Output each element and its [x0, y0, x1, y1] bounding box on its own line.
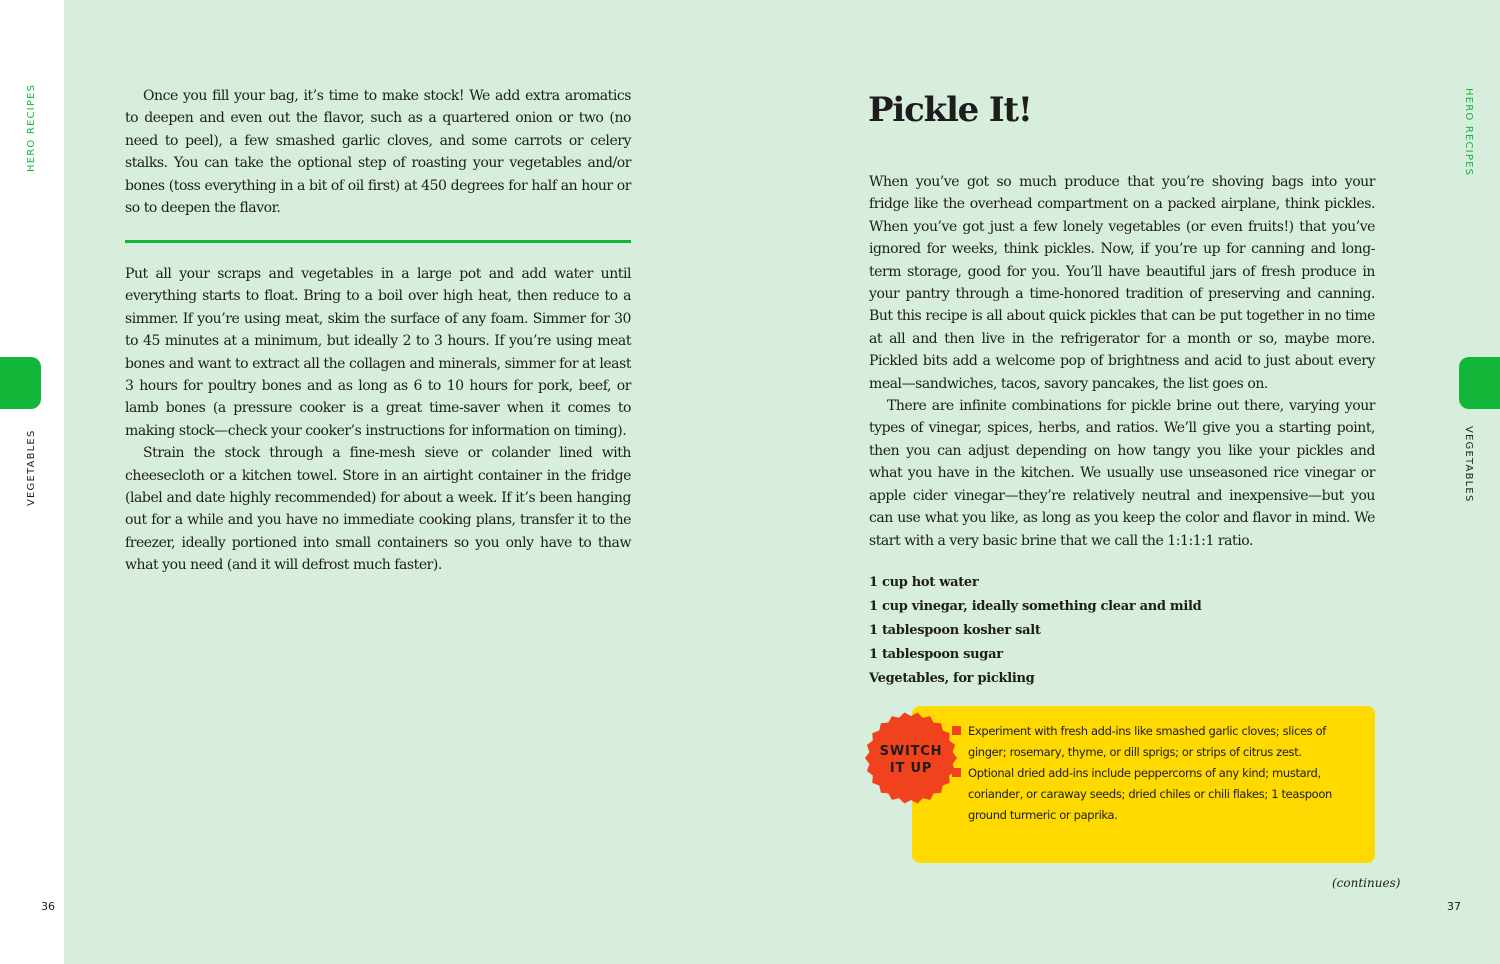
right-page-number: 37 — [1447, 900, 1461, 913]
body-paragraph: When you’ve got so much produce that you’re shoving bags into your fridge like the overhead compartment on a packed airplane, think pickles. When you’ve got just a few lonely vegetables (or even fruits!) that you’ve ignored for weeks, think pickles. Now, if you’re up for canning and long-term storage, good for you. You’ll have beautiful jars of fresh produce in your pantry through a time-honored tradition of preserving and canning. But this recipe is all about quick pickles that can be put together in no time at all and then live in the refrigerator for a month or so, maybe more. Pickled bits add a welcome pop of brightness and acid to just about every meal—sandwiches, tacos, savory pancakes, the list goes on. — [869, 174, 1375, 392]
right-chapter-tab — [1459, 357, 1500, 409]
tips-list — [968, 721, 1340, 826]
left-chapter-label: VEGETABLES — [26, 429, 37, 506]
badge-line: SWITCH — [879, 744, 943, 759]
tip-text: Optional dried add-ins include peppercorns of any kind; mustard, coriander, or caraway seeds; dried chiles or chili flakes; 1 teaspoon ground turmeric or paprika. — [968, 766, 1332, 822]
right-body-text — [869, 171, 1375, 552]
section-divider-rule — [125, 240, 631, 243]
tip-text: Experiment with fresh add-ins like smashed garlic cloves; slices of ginger; rosemary, thyme, or dill sprigs; or strips of citrus zest. — [968, 724, 1326, 759]
badge-line: IT UP — [889, 761, 933, 776]
ingredient-item: 1 tablespoon sugar — [869, 647, 1003, 662]
right-section-label: HERO RECIPES — [1463, 88, 1474, 177]
right-chapter-label: VEGETABLES — [1463, 426, 1474, 503]
tip-item — [968, 763, 1340, 826]
recipe-title: Pickle It! — [868, 90, 1032, 130]
switch-it-up-callout — [912, 706, 1375, 863]
left-chapter-tab — [0, 357, 41, 409]
body-paragraph: There are infinite combinations for pickle brine out there, varying your types of vinegar, spices, herbs, and ratios. We’ll give you a starting point, then you can adjust depending on how tangy you like your pickles and what you have in the kitchen. We usually use unseasoned rice vinegar or apple cider vinegar—they’re relatively neutral and inexpensive—but you can use what you like, as long as you keep the color and flavor in mind. We start with a very basic brine that we call the 1:1:1:1 ratio. — [869, 398, 1375, 549]
left-page-number: 36 — [41, 900, 55, 913]
ingredient-item: 1 tablespoon kosher salt — [869, 623, 1041, 638]
body-paragraph: Put all your scraps and vegetables in a large pot and add water until everything starts to float. Bring to a boil over high heat, then reduce to a simmer. If you’re using meat, skim the surface of any foam. Simmer for 30 to 45 minutes at a minimum, but ideally 2 to 3 hours. If you’re using meat bones and want to extract all the collagen and minerals, simmer for at least 3 hours for poultry bones and as long as 6 to 10 hours for pork, beef, or lamb bones (a pressure cooker is a great time-saver when it comes to making stock—check your cooker’s instructions for information on timing). — [125, 266, 631, 439]
left-body-text — [125, 263, 631, 577]
ingredient-item: Vegetables, for pickling — [869, 671, 1035, 686]
intro-paragraph: Once you fill your bag, it’s time to make stock! We add extra aromatics to deepen and even out the flavor, such as a quartered onion or two (no need to peel), a few smashed garlic cloves, and some carrots or celery stalks. You can take the optional step of roasting your vegetables and/or bones (toss everything in a bit of oil first) at 450 degrees for half an hour or so to deepen the flavor. — [125, 88, 631, 217]
ingredient-list — [869, 571, 1201, 691]
continues-note: (continues) — [1332, 876, 1401, 890]
left-intro-text — [125, 85, 631, 219]
ingredient-item: 1 cup vinegar, ideally something clear and mild — [869, 599, 1202, 614]
body-paragraph: Strain the stock through a fine-mesh sieve or colander lined with cheesecloth or a kitchen towel. Store in an airtight container in the fridge (label and date highly recommended) for about a week. If it’s been hanging out for a while and you have no immediate cooking plans, transfer it to the freezer, ideally portioned into small containers so you only have to thaw what you need (and it will defrost much faster). — [125, 445, 631, 574]
ingredient-item: 1 cup hot water — [869, 575, 979, 590]
tip-item — [968, 721, 1340, 763]
badge-label — [864, 743, 958, 777]
left-section-label: HERO RECIPES — [26, 83, 37, 172]
